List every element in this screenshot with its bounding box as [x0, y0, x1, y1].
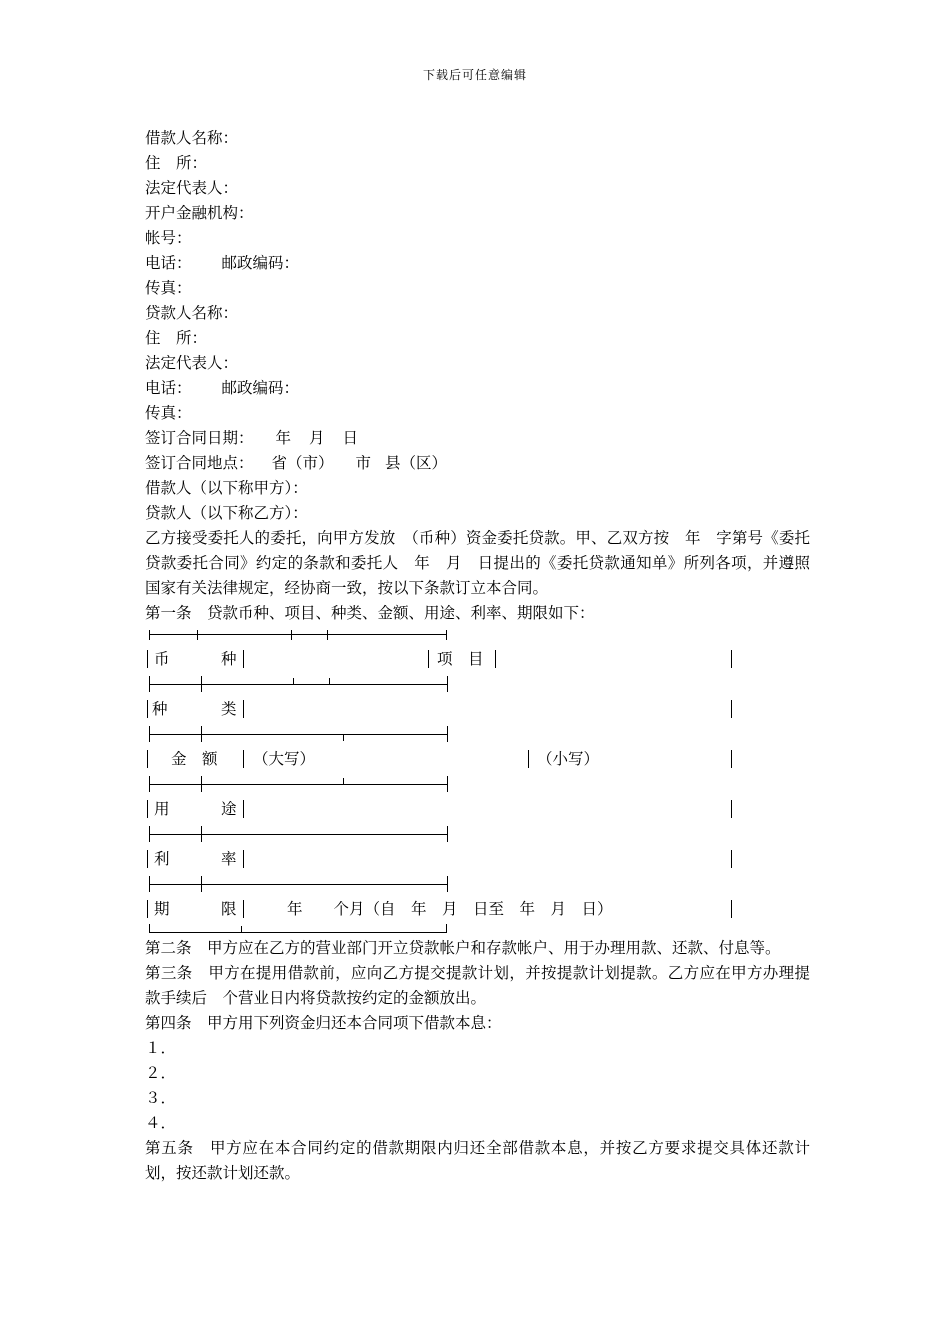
table-tick	[343, 734, 344, 741]
table-tick	[329, 678, 330, 685]
article-4: 第四条 甲方用下列资金归还本合同项下借款本息：	[145, 1014, 502, 1032]
table-rule	[149, 884, 447, 885]
borrower-fax-field: 传真：	[145, 279, 192, 297]
table-tick	[447, 876, 448, 892]
table-tick	[293, 678, 294, 685]
table-bar	[243, 800, 244, 818]
table-rule	[149, 684, 447, 685]
list-item-4: ４．	[145, 1114, 177, 1132]
currency-label-end: 种	[221, 650, 237, 668]
term-value: 年 个月（自 年 月 日至 年 月 日）	[287, 900, 613, 918]
article-3: 第三条 甲方在提用借款前，应向乙方提交提款计划，并按提款计划提款。乙方应在甲方办理提款手续后 个营业日内将贷款按约定的金额放出。	[145, 964, 810, 1007]
list-item-2: ２．	[145, 1064, 177, 1082]
table-bar	[147, 650, 148, 668]
table-bar	[147, 700, 148, 718]
table-bar	[731, 750, 732, 768]
table-tick	[446, 630, 447, 640]
phone-label: 电话：	[145, 379, 192, 397]
table-bar	[731, 900, 732, 918]
signing-date-field: 签订合同日期： 年 月 日	[145, 429, 359, 447]
table-tick	[149, 630, 150, 640]
project-label: 项 目	[437, 650, 484, 668]
table-bar	[731, 800, 732, 818]
lender-name-field: 贷款人名称：	[145, 304, 239, 322]
type-label: 种	[152, 700, 168, 718]
lender-phone-postcode-field	[145, 376, 810, 401]
lender-address-field: 住 所：	[145, 329, 208, 347]
table-bar	[731, 650, 732, 668]
table-bar	[243, 900, 244, 918]
amount-lower-label: （小写）	[537, 750, 600, 768]
table-tick	[291, 630, 292, 640]
table-tick	[201, 676, 202, 692]
article-1: 第一条 贷款币种、项目、种类、金额、用途、利率、期限如下：	[145, 604, 595, 622]
table-rule	[149, 784, 447, 785]
table-tick	[201, 726, 202, 742]
table-tick	[241, 926, 242, 933]
purpose-label: 用	[154, 800, 170, 818]
contract-body	[145, 126, 810, 1186]
amount-upper-label: （大写）	[253, 750, 316, 768]
term-label-end: 限	[221, 900, 237, 918]
lender-fax-field: 传真：	[145, 404, 192, 422]
borrower-phone-postcode-field	[145, 251, 810, 276]
table-bar	[147, 750, 148, 768]
table-tick	[447, 676, 448, 692]
rate-label: 利	[154, 850, 170, 868]
table-tick	[149, 726, 150, 742]
table-bar	[428, 650, 429, 668]
currency-label: 币	[154, 650, 170, 668]
postcode-label: 邮政编码：	[221, 379, 300, 397]
table-tick	[149, 776, 150, 792]
table-bar	[243, 650, 244, 668]
signing-place-field: 签订合同地点： 省（市） 市 县（区）	[145, 454, 448, 472]
table-rule	[149, 932, 447, 933]
table-tick	[149, 876, 150, 892]
purpose-label-end: 途	[221, 800, 237, 818]
borrower-account-field: 帐号：	[145, 229, 192, 247]
table-bar	[495, 650, 496, 668]
article-5: 第五条 甲方应在本合同约定的借款期限内归还全部借款本息，并按乙方要求提交具体还款计划，按还款计划还款。	[145, 1139, 810, 1182]
borrower-address-field: 住 所：	[145, 154, 208, 172]
lender-legal-rep-field: 法定代表人：	[145, 354, 239, 372]
table-bar	[528, 750, 529, 768]
table-bar	[731, 700, 732, 718]
table-bar	[731, 850, 732, 868]
term-label: 期	[154, 900, 170, 918]
table-tick	[343, 778, 344, 785]
table-tick	[149, 676, 150, 692]
borrower-legal-rep-field: 法定代表人：	[145, 179, 239, 197]
table-rule	[149, 634, 447, 635]
table-tick	[197, 630, 198, 640]
list-item-3: ３．	[145, 1089, 177, 1107]
table-tick	[447, 726, 448, 742]
intro-paragraph: 乙方接受委托人的委托，向甲方发放 （币种）资金委托贷款。甲、乙双方按 年 字第号《委托贷款委托合同》约定的条款和委托人 年 月 日提出的《委托贷款通知单》所列各项，并遵照国家有关法律规定，经协商一致，按以下条款订立本合同。	[145, 529, 810, 597]
table-bar	[147, 900, 148, 918]
amount-label: 金 额	[171, 750, 218, 768]
table-tick	[201, 826, 202, 842]
table-bar	[243, 700, 244, 718]
postcode-label: 邮政编码：	[221, 254, 300, 272]
loan-terms-table	[145, 626, 745, 936]
borrower-name-field: 借款人名称：	[145, 129, 239, 147]
list-item-1: １．	[145, 1039, 177, 1057]
borrower-bank-field: 开户金融机构：	[145, 204, 254, 222]
table-tick	[447, 826, 448, 842]
type-label-end: 类	[221, 700, 237, 718]
table-tick	[327, 630, 328, 640]
table-bar	[147, 800, 148, 818]
table-tick	[201, 876, 202, 892]
table-tick	[447, 776, 448, 792]
table-bar	[147, 850, 148, 868]
article-2: 第二条 甲方应在乙方的营业部门开立贷款帐户和存款帐户、用于办理用款、还款、付息等。	[145, 939, 781, 957]
table-tick	[201, 776, 202, 792]
table-tick	[149, 924, 150, 933]
table-bar	[243, 850, 244, 868]
party-b-definition: 贷款人（以下称乙方）：	[145, 504, 308, 522]
party-a-definition: 借款人（以下称甲方）：	[145, 479, 308, 497]
table-tick	[149, 826, 150, 842]
table-rule	[149, 734, 447, 735]
table-rule	[149, 834, 447, 835]
rate-label-end: 率	[221, 850, 237, 868]
phone-label: 电话：	[145, 254, 192, 272]
page-header-note: 下载后可任意编辑	[422, 68, 527, 82]
table-tick	[446, 924, 447, 933]
table-bar	[243, 750, 244, 768]
